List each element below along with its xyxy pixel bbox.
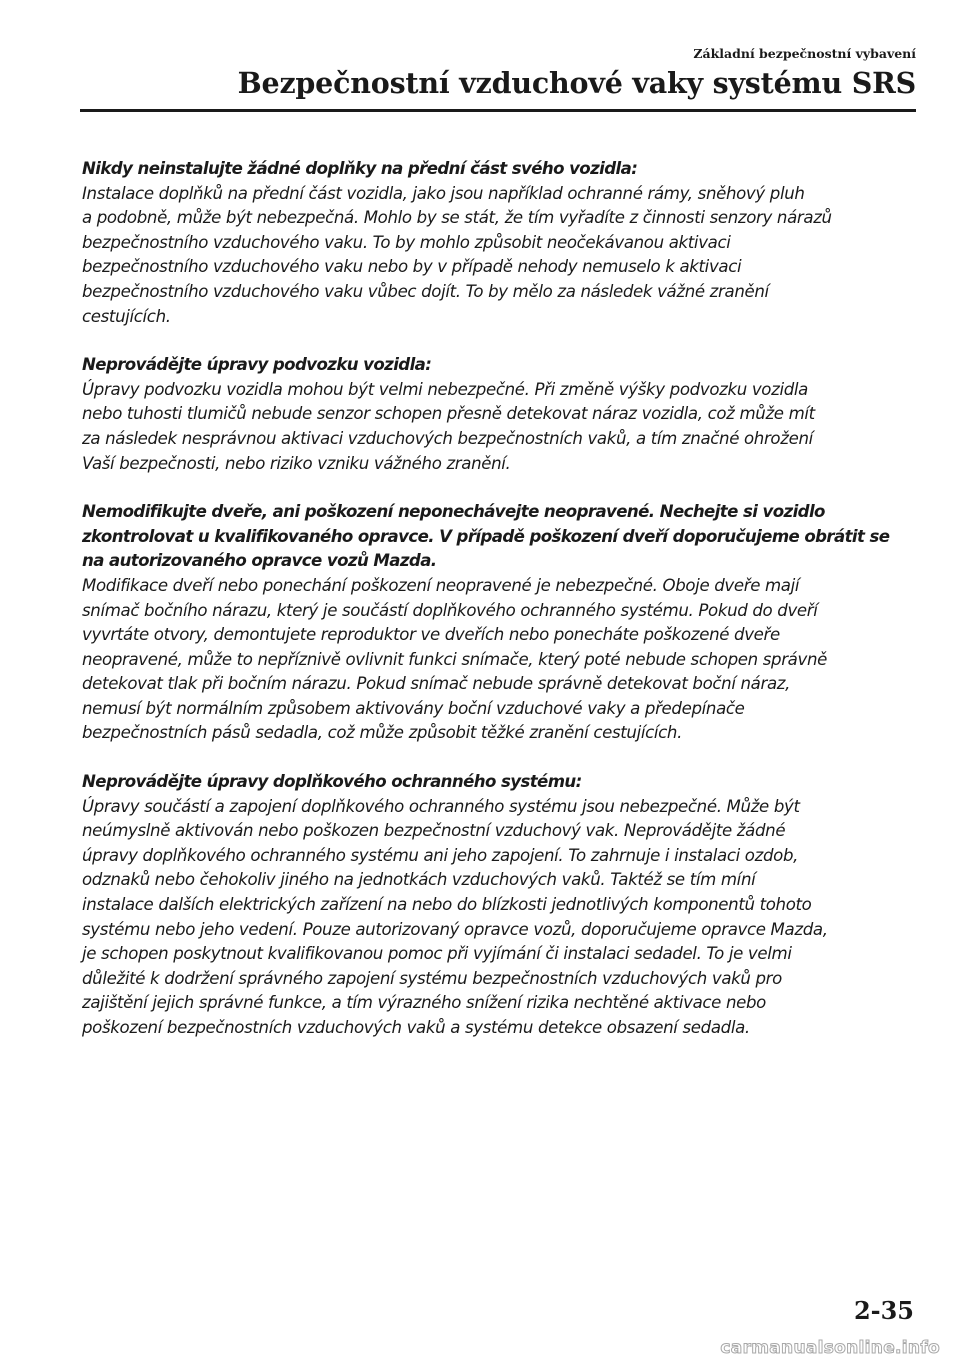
section-body-line: nemusí být normálním způsobem aktivovány boční vzduchové vaky a předepínače: [82, 698, 745, 718]
section-body-line: Úpravy podvozku vozidla mohou být velmi nebezpečné. Při změně výšky podvozku vozidla: [82, 379, 808, 399]
section-body-line: bezpečnostního vzduchového vaku vůbec dojít. To by mělo za následek vážné zranění: [82, 281, 769, 301]
section-heading-line: Neprovádějte úpravy doplňkového ochranného systému:: [82, 772, 582, 792]
section-body-line: neúmyslně aktivován nebo poškozen bezpečnostní vzduchový vak. Neprovádějte žádné: [82, 821, 786, 841]
section-body-line: a podobně, může být nebezpečná. Mohlo by se stát, že tím vyřadíte z činnosti senzory nárazů: [82, 208, 832, 228]
warning-section: [82, 500, 922, 746]
section-body-line: snímač bočního nárazu, který je součástí doplňkového ochranného systému. Pokud do dveří: [82, 600, 818, 620]
section-body-line: neopravené, může to nepříznivě ovlivnit funkci snímače, který poté nebude schopen správně: [82, 649, 827, 669]
section-body-line: odznaků nebo čehokoliv jiného na jednotkách vzduchových vaků. Taktéž se tím míní: [82, 870, 756, 890]
section-body-line: systému nebo jeho vedení. Pouze autorizovaný opravce vozů, doporučujeme opravce Mazda,: [82, 919, 828, 939]
header-divider: [80, 109, 916, 112]
section-body-line: cestujících.: [82, 306, 171, 326]
section-heading-line: Nemodifikujte dveře, ani poškození neponechávejte neopravené. Nechejte si vozidlo: [82, 502, 825, 522]
section-body-line: Úpravy součástí a zapojení doplňkového ochranného systému jsou nebezpečné. Může být: [82, 796, 800, 816]
section-body-line: důležité k dodržení správného zapojení systému bezpečnostních vzduchových vaků pro: [82, 968, 782, 988]
section-heading-line: zkontrolovat u kvalifikovaného opravce. V případě poškození dveří doporučujeme obrátit se: [82, 526, 890, 546]
section-body-line: detekovat tlak při bočním nárazu. Pokud snímač nebude správně detekovat boční náraz,: [82, 674, 791, 694]
section-heading-line: Nikdy neinstalujte žádné doplňky na přední část svého vozidla:: [82, 159, 638, 178]
section-body-line: bezpečnostního vzduchového vaku. To by mohlo způsobit neočekávanou aktivaci: [82, 232, 731, 252]
section-body-line: poškození bezpečnostních vzduchových vaků a systému detekce obsazení sedadla.: [82, 1018, 750, 1037]
section-heading-line: Neprovádějte úpravy podvozku vozidla:: [82, 355, 432, 375]
section-body-line: úpravy doplňkového ochranného systému ani jeho zapojení. To zahrnuje i instalaci ozdob,: [82, 845, 799, 865]
section-body-line: nebo tuhosti tlumičů nebude senzor schopen přesně detekovat náraz vozidla, což může mít: [82, 404, 815, 424]
section-body-line: bezpečnostních pásů sedadla, což může způsobit těžké zranění cestujících.: [82, 723, 683, 743]
watermark-link[interactable]: carmanualsonline.info: [720, 1338, 940, 1358]
section-body-line: Modifikace dveří nebo ponechání poškození neopravené je nebezpečné. Oboje dveře mají: [82, 575, 800, 595]
warning-section: [82, 770, 922, 1041]
section-body-line: Instalace doplňků na přední část vozidla, jako jsou například ochranné rámy, sněhový pluh: [82, 183, 805, 203]
document-body: [82, 157, 922, 1065]
section-body-line: je schopen poskytnout kvalifikovanou pomoc při vyjímání či instalaci sedadel. To je velmi: [82, 944, 792, 964]
warning-section: [82, 157, 922, 329]
page-header: [0, 0, 960, 120]
section-name: Základní bezpečnostní vybavení: [693, 46, 916, 61]
section-body-line: zajištění jejich správné funkce, a tím výrazného snížení rizika nechtěné aktivace nebo: [82, 993, 766, 1013]
warning-section: [82, 353, 922, 476]
section-body-line: instalace dalších elektrických zařízení na nebo do blízkosti jednotlivých komponentů tohoto: [82, 895, 812, 915]
section-heading-line: na autorizovaného opravce vozů Mazda.: [82, 551, 437, 571]
section-body-line: za následek nesprávnou aktivaci vzduchových bezpečnostních vaků, a tím značné ohrožení: [82, 428, 813, 448]
section-body-line: vyvrtáte otvory, demontujete reproduktor ve dveřích nebo ponecháte poškozené dveře: [82, 625, 780, 645]
section-body-line: Vaší bezpečnosti, nebo riziko vzniku vážného zranění.: [82, 453, 511, 473]
page-title: Bezpečnostní vzduchové vaky systému SRS: [237, 66, 916, 100]
page-number: 2-35: [853, 1296, 914, 1325]
section-body-line: bezpečnostního vzduchového vaku nebo by v případě nehody nemuselo k aktivaci: [82, 257, 742, 277]
